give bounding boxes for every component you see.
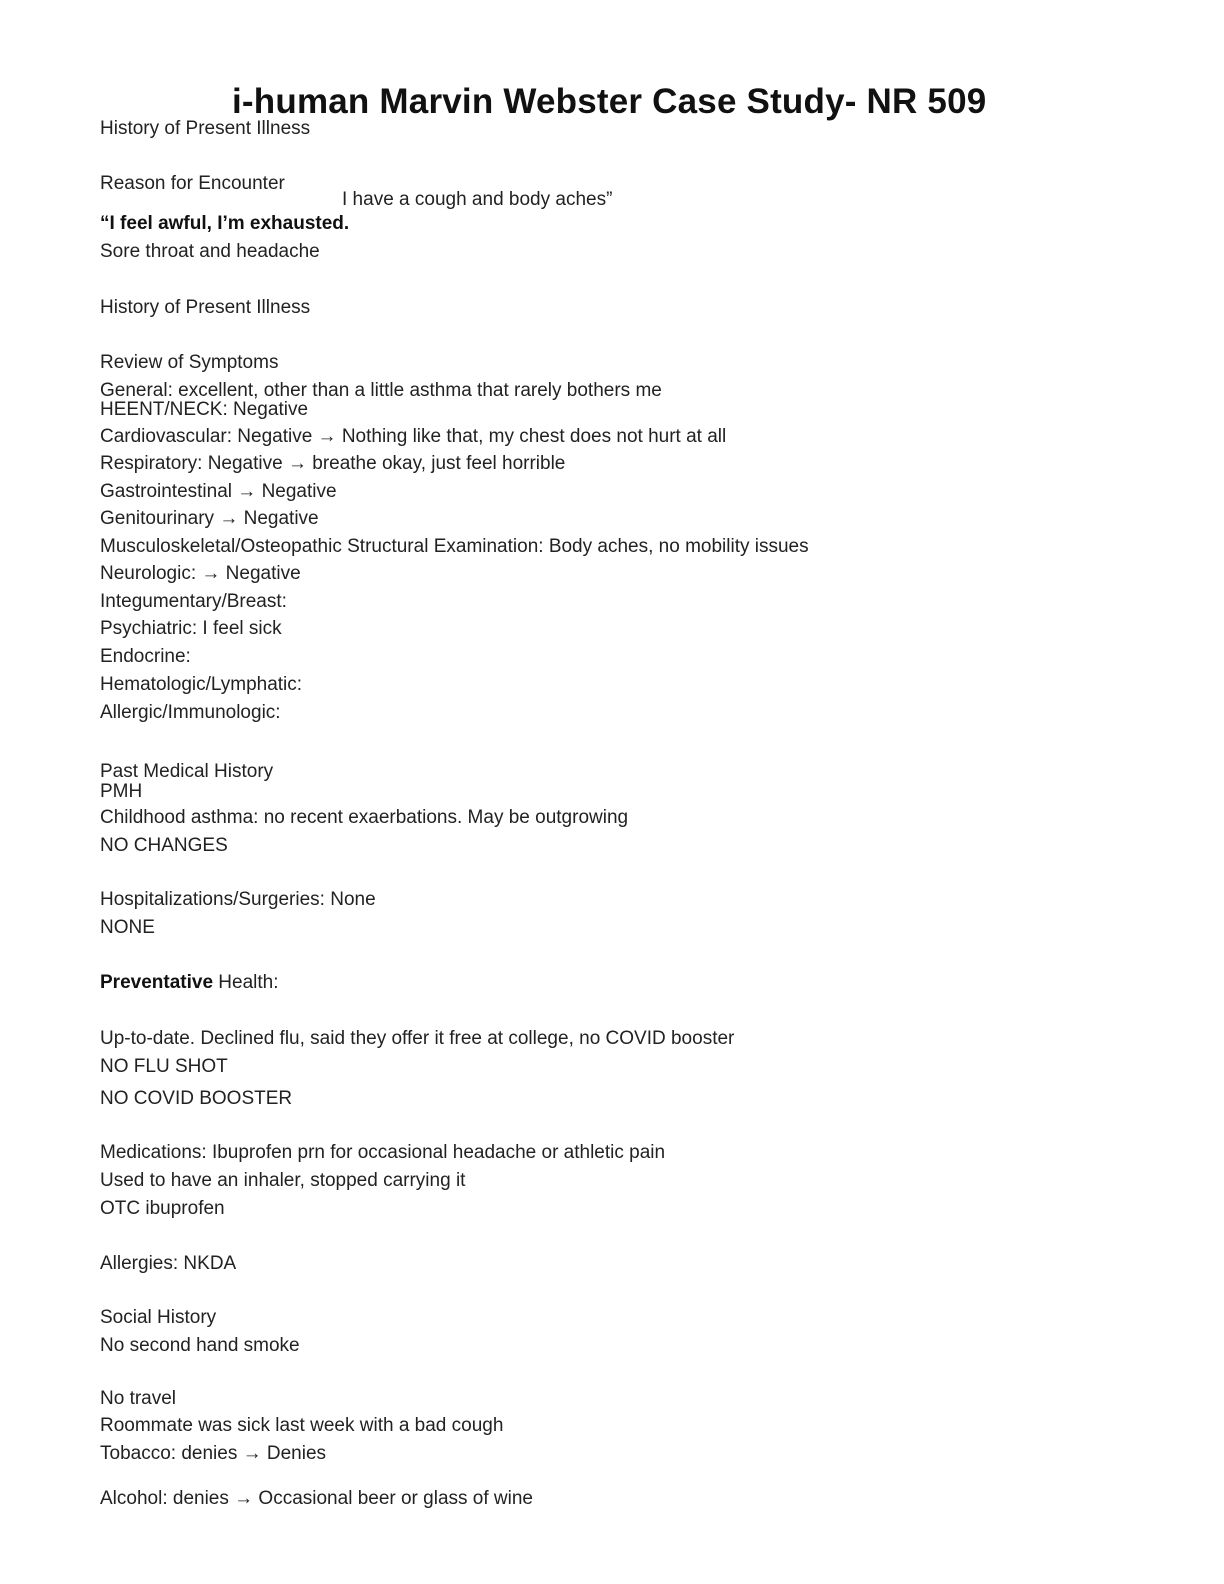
pmh-heading: Past Medical History xyxy=(100,761,274,782)
page-title: i-human Marvin Webster Case Study- NR 509 xyxy=(232,82,987,121)
medications-note-otc: OTC ibuprofen xyxy=(100,1198,225,1219)
hospitalizations: Hospitalizations/Surgeries: None xyxy=(100,889,376,910)
ros-gastrointestinal: Gastrointestinal → Negative xyxy=(100,481,337,502)
social-contact: Roommate was sick last week with a bad cough xyxy=(100,1415,504,1436)
reason-quote: I have a cough and body aches” xyxy=(342,189,613,210)
pmh-note: NO CHANGES xyxy=(100,835,228,856)
ros-respiratory: Respiratory: Negative → breathe okay, just feel horrible xyxy=(100,453,566,474)
preventative-note-flu: NO FLU SHOT xyxy=(100,1056,228,1077)
ros-general: General: excellent, other than a little asthma that rarely bothers me xyxy=(100,380,662,401)
ros-heent: HEENT/NECK: Negative xyxy=(100,399,309,420)
hpi-top-heading: History of Present Illness xyxy=(100,118,311,139)
medications: Medications: Ibuprofen prn for occasional headache or athletic pain xyxy=(100,1142,666,1163)
ros-allergic: Allergic/Immunologic: xyxy=(100,702,281,723)
preventative-heading xyxy=(100,972,279,994)
hospitalizations-note: NONE xyxy=(100,917,155,938)
hpi-heading: History of Present Illness xyxy=(100,297,311,318)
preventative-heading-bold: Preventative xyxy=(100,972,214,993)
preventative-text: Up-to-date. Declined flu, said they offer it free at college, no COVID booster xyxy=(100,1028,735,1049)
social-travel: No travel xyxy=(100,1388,177,1409)
pmh-abbrev: PMH xyxy=(100,781,143,802)
ros-psychiatric: Psychiatric: I feel sick xyxy=(100,618,282,639)
pmh-item: Childhood asthma: no recent exaerbations. May be outgrowing xyxy=(100,807,629,828)
ros-genitourinary: Genitourinary → Negative xyxy=(100,508,319,529)
social-tobacco: Tobacco: denies → Denies xyxy=(100,1443,327,1464)
ros-hematologic: Hematologic/Lymphatic: xyxy=(100,674,303,695)
ros-endocrine: Endocrine: xyxy=(100,646,191,667)
ros-musculoskeletal: Musculoskeletal/Osteopathic Structural Examination: Body aches, no mobility issues xyxy=(100,536,809,557)
chief-complaint-quote: “I feel awful, I’m exhausted. xyxy=(100,213,350,234)
medications-note-inhaler: Used to have an inhaler, stopped carrying it xyxy=(100,1170,466,1191)
allergies: Allergies: NKDA xyxy=(100,1253,237,1274)
social-alcohol: Alcohol: denies → Occasional beer or glass of wine xyxy=(100,1488,534,1509)
social-smoke: No second hand smoke xyxy=(100,1335,300,1356)
ros-integumentary: Integumentary/Breast: xyxy=(100,591,287,612)
chief-complaint-extra: Sore throat and headache xyxy=(100,241,320,262)
reason-label: Reason for Encounter xyxy=(100,173,285,194)
preventative-heading-rest: Health: xyxy=(213,972,279,993)
ros-neurologic: Neurologic: → Negative xyxy=(100,563,301,584)
ros-heading: Review of Symptoms xyxy=(100,352,279,373)
ros-cardiovascular: Cardiovascular: Negative → Nothing like that, my chest does not hurt at all xyxy=(100,426,727,447)
preventative-note-covid: NO COVID BOOSTER xyxy=(100,1088,293,1109)
social-heading: Social History xyxy=(100,1307,217,1328)
